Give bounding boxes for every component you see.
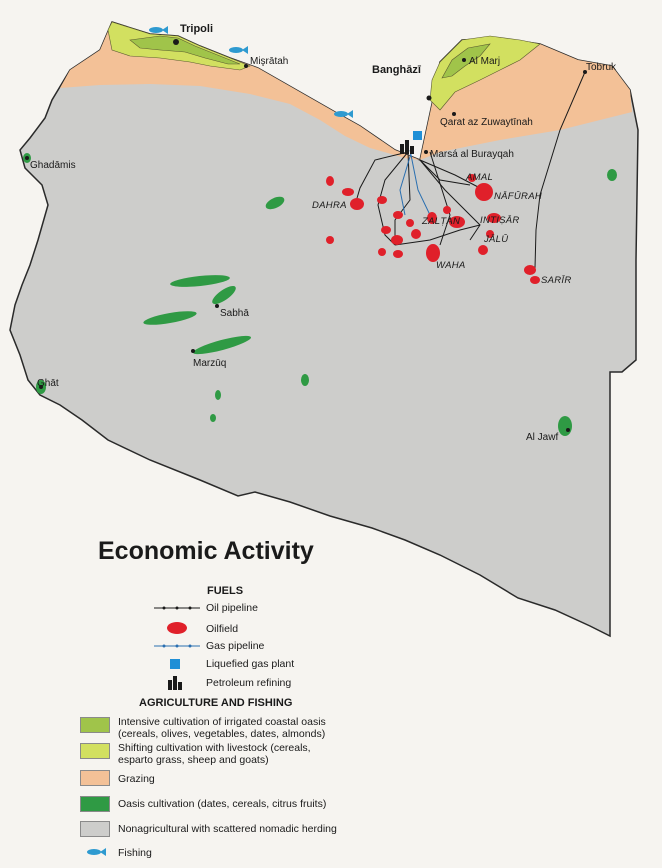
label-al-jawf: Al Jawf [526,432,559,443]
label-intisar: INTIṢĀR [480,215,520,226]
legend-intensive-line1: Intensive cultivation of irrigated coastal oasis [118,716,326,728]
label-banghazi: Banghāzī [372,64,421,76]
legend-gas-pipeline: Gas pipeline [206,640,265,652]
legend-shifting-line1: Shifting cultivation with livestock (cereals, [118,742,311,754]
label-qarat: Qarat az Zuwaytīnah [440,117,533,128]
legend-liquefied-gas-plant: Liquefied gas plant [206,658,295,670]
legend-shifting-line2: esparto grass, sheep and goats) [118,754,269,766]
label-misratah: Mişrātah [250,56,289,67]
map-title: Economic Activity [98,537,314,565]
legend-agri-heading: AGRICULTURE AND FISHING [139,697,293,709]
petroleum-refining-icon [400,140,414,154]
legend-petroleum-refining: Petroleum refining [206,677,292,689]
legend-nonagricultural: Nonagricultural with scattered nomadic herding [118,823,337,835]
label-al-marj: Al Marj [469,56,501,67]
legend-oilfield: Oilfield [206,623,239,635]
label-tripoli: Tripoli [180,23,213,35]
liquefied-gas-plant-icon [413,131,422,140]
label-zaltan: ZALṬAN [422,216,461,227]
legend-fishing: Fishing [118,847,152,859]
label-nafurah: NĀFŪRAH [494,191,543,202]
legend-grazing: Grazing [118,773,155,785]
legend-oasis: Oasis cultivation (dates, cereals, citrus fruits) [118,798,327,810]
legend-fuels-heading: FUELS [207,585,244,597]
label-waha: WAHA [436,260,466,271]
label-amal: AMAL [466,172,494,183]
legend-oil-pipeline: Oil pipeline [206,602,258,614]
label-sarir: SARĪR [541,275,572,286]
label-sabha: Sabhā [220,308,249,319]
fish-icon [229,46,248,54]
fish-icon [149,26,168,34]
label-tobruk: Tobruk [586,62,617,73]
legend-intensive-line2: (cereals, olives, vegetables, dates, almonds) [118,728,326,740]
label-jalu: JĀLŪ [484,234,509,245]
label-marzuq: Marzūq [193,358,227,369]
label-ghadamis: Ghadāmis [30,160,76,171]
label-dahra: DAHRA [312,200,347,211]
label-ghat: Ghāt [37,378,59,389]
label-marsa: Marsá al Burayqah [430,149,514,160]
